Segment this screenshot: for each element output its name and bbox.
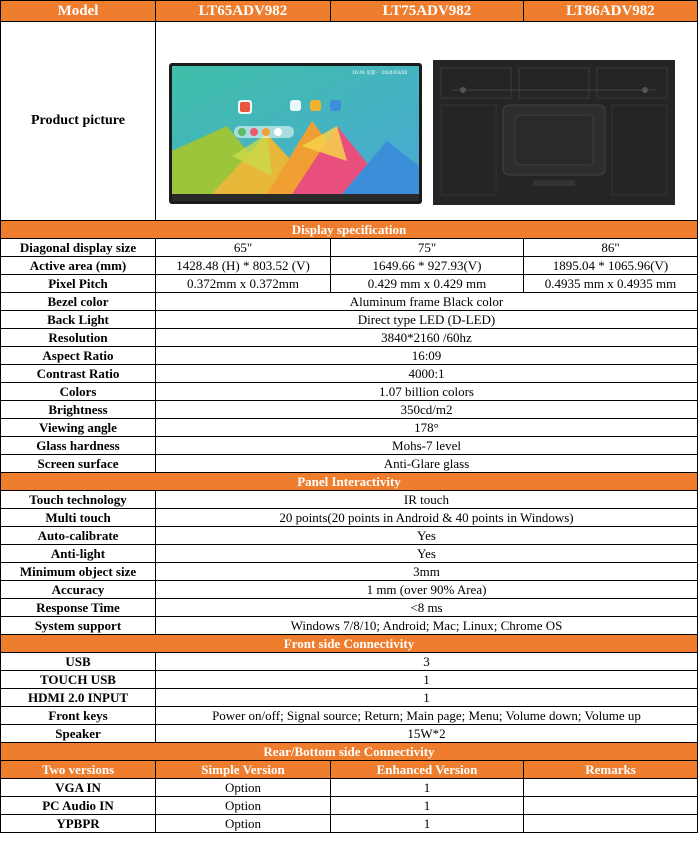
spec-label: Pixel Pitch: [1, 275, 156, 293]
rear-simple: Option: [156, 815, 331, 833]
spec-value-86: 86": [524, 239, 698, 257]
spec-value: 1.07 billion colors: [156, 383, 698, 401]
section-rear-row: [1, 743, 698, 761]
spec-value: 178°: [156, 419, 698, 437]
spec-row: [1, 419, 698, 437]
spec-value: Power on/off; Signal source; Return; Main page; Menu; Volume down; Volume up: [156, 707, 698, 725]
front-bottom-bezel: [172, 194, 419, 201]
spec-value: Direct type LED (D-LED): [156, 311, 698, 329]
product-picture-cell: [156, 22, 698, 221]
spec-row: [1, 401, 698, 419]
rear-col-simple: Simple Version: [156, 761, 331, 779]
spec-value: Windows 7/8/10; Android; Mac; Linux; Chrome OS: [156, 617, 698, 635]
rear-header-row: [1, 761, 698, 779]
spec-row: [1, 509, 698, 527]
spec-row: [1, 311, 698, 329]
spec-label: Brightness: [1, 401, 156, 419]
spec-value: 1: [156, 689, 698, 707]
spec-value: 1 mm (over 90% Area): [156, 581, 698, 599]
spec-label: Anti-light: [1, 545, 156, 563]
spec-row: [1, 527, 698, 545]
spec-label: Diagonal display size: [1, 239, 156, 257]
rear-label: VGA IN: [1, 779, 156, 797]
section-panel-title: Panel Interactivity: [1, 473, 698, 491]
rear-simple: Option: [156, 779, 331, 797]
rear-enhanced: 1: [331, 779, 524, 797]
product-picture-label: Product picture: [1, 22, 156, 221]
model-75: LT75ADV982: [331, 1, 524, 22]
spec-value: Anti-Glare glass: [156, 455, 698, 473]
product-rear-image: [433, 60, 675, 205]
spec-label: Contrast Ratio: [1, 365, 156, 383]
spec-value: 16:09: [156, 347, 698, 365]
rear-col-remarks: Remarks: [524, 761, 698, 779]
spec-row: [1, 347, 698, 365]
spec-label: Screen surface: [1, 455, 156, 473]
spec-label: Front keys: [1, 707, 156, 725]
rear-simple: Option: [156, 797, 331, 815]
rear-enhanced: 1: [331, 797, 524, 815]
spec-value-65: 0.372mm x 0.372mm: [156, 275, 331, 293]
spec-label: Aspect Ratio: [1, 347, 156, 365]
spec-row: [1, 275, 698, 293]
spec-row: [1, 257, 698, 275]
spec-row: [1, 437, 698, 455]
spec-row: [1, 239, 698, 257]
spec-row: [1, 725, 698, 743]
rear-remarks: [524, 815, 698, 833]
product-front-image: [169, 63, 422, 204]
rear-remarks: [524, 797, 698, 815]
rear-row: [1, 815, 698, 833]
rear-row: [1, 797, 698, 815]
spec-value: 3mm: [156, 563, 698, 581]
model-label: Model: [1, 1, 156, 22]
spec-value-75: 1649.66 * 927.93(V): [331, 257, 524, 275]
spec-value: IR touch: [156, 491, 698, 509]
section-front-title: Front side Connectivity: [1, 635, 698, 653]
product-picture-row: [1, 22, 698, 221]
spec-label: System support: [1, 617, 156, 635]
section-display-title: Display specification: [1, 221, 698, 239]
spec-value: Yes: [156, 527, 698, 545]
spec-label: Touch technology: [1, 491, 156, 509]
spec-value: 1: [156, 671, 698, 689]
spec-value: Yes: [156, 545, 698, 563]
spec-label: Response Time: [1, 599, 156, 617]
rear-row: [1, 779, 698, 797]
spec-label: Active area (mm): [1, 257, 156, 275]
spec-label: Back Light: [1, 311, 156, 329]
spec-label: Auto-calibrate: [1, 527, 156, 545]
rear-label: YPBPR: [1, 815, 156, 833]
spec-value: 20 points(20 points in Android & 40 points in Windows): [156, 509, 698, 527]
front-status-text: 16:46 星期一 2024/03/26: [352, 71, 408, 76]
spec-label: Viewing angle: [1, 419, 156, 437]
spec-value: 4000:1: [156, 365, 698, 383]
spec-value-75: 75": [331, 239, 524, 257]
spec-value: Aluminum frame Black color: [156, 293, 698, 311]
section-display-row: [1, 221, 698, 239]
spec-value-65: 65": [156, 239, 331, 257]
spec-value: <8 ms: [156, 599, 698, 617]
spec-value-86: 1895.04 * 1065.96(V): [524, 257, 698, 275]
model-86: LT86ADV982: [524, 1, 698, 22]
spec-row: [1, 545, 698, 563]
spec-row: [1, 293, 698, 311]
spec-label: Resolution: [1, 329, 156, 347]
front-screen-graphic: [172, 66, 419, 194]
spec-value: 3840*2160 /60hz: [156, 329, 698, 347]
spec-value: 3: [156, 653, 698, 671]
spec-label: TOUCH USB: [1, 671, 156, 689]
spec-row: [1, 365, 698, 383]
spec-label: Glass hardness: [1, 437, 156, 455]
section-front-row: [1, 635, 698, 653]
rear-col-enhanced: Enhanced Version: [331, 761, 524, 779]
spec-value-65: 1428.48 (H) * 803.52 (V): [156, 257, 331, 275]
spec-row: [1, 617, 698, 635]
rear-enhanced: 1: [331, 815, 524, 833]
spec-row: [1, 491, 698, 509]
spec-label: Minimum object size: [1, 563, 156, 581]
model-header-row: [1, 1, 698, 22]
model-65: LT65ADV982: [156, 1, 331, 22]
spec-label: HDMI 2.0 INPUT: [1, 689, 156, 707]
spec-row: [1, 329, 698, 347]
spec-value-75: 0.429 mm x 0.429 mm: [331, 275, 524, 293]
section-rear-title: Rear/Bottom side Connectivity: [1, 743, 698, 761]
section-panel-row: [1, 473, 698, 491]
rear-label: PC Audio IN: [1, 797, 156, 815]
spec-row: [1, 689, 698, 707]
spec-value: 15W*2: [156, 725, 698, 743]
spec-row: [1, 707, 698, 725]
spec-value-86: 0.4935 mm x 0.4935 mm: [524, 275, 698, 293]
spec-value: 350cd/m2: [156, 401, 698, 419]
spec-label: Multi touch: [1, 509, 156, 527]
rear-remarks: [524, 779, 698, 797]
spec-label: Accuracy: [1, 581, 156, 599]
spec-label: Colors: [1, 383, 156, 401]
rear-col-versions: Two versions: [1, 761, 156, 779]
spec-label: Bezel color: [1, 293, 156, 311]
spec-row: [1, 563, 698, 581]
spec-row: [1, 455, 698, 473]
spec-label: Speaker: [1, 725, 156, 743]
spec-row: [1, 671, 698, 689]
spec-row: [1, 599, 698, 617]
spec-row: [1, 653, 698, 671]
rear-panel-graphic: [433, 60, 675, 205]
spec-row: [1, 383, 698, 401]
spec-row: [1, 581, 698, 599]
spec-label: USB: [1, 653, 156, 671]
spec-value: Mohs-7 level: [156, 437, 698, 455]
